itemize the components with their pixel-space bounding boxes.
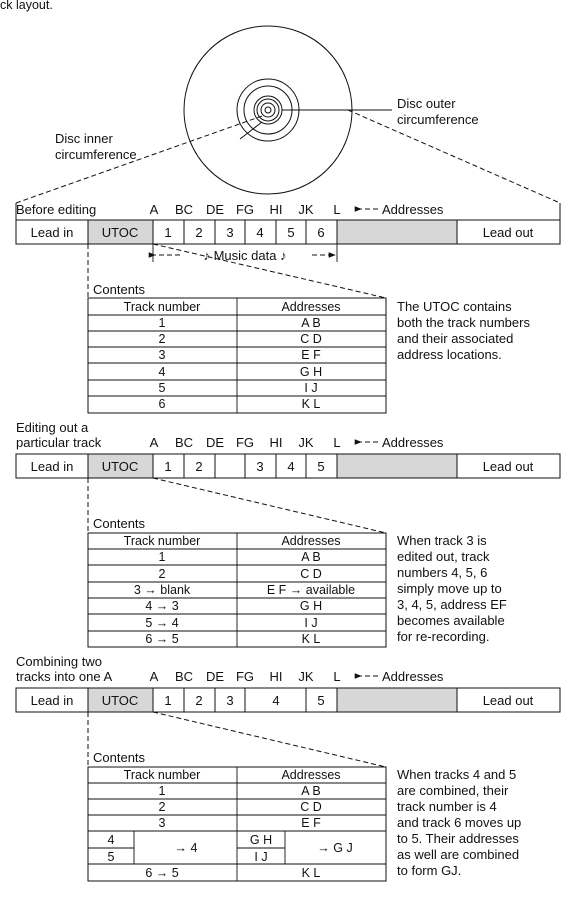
- address-cell: E F: [301, 816, 321, 830]
- note-line: edited out, track: [397, 549, 490, 564]
- address-cell: A B: [301, 550, 321, 564]
- address-cell: K L: [301, 866, 321, 880]
- address-letter: HI: [269, 202, 283, 217]
- track-label: 5: [317, 693, 325, 708]
- note-line: and track 6 moves up: [397, 815, 522, 830]
- combined-addr-b: I J: [254, 850, 268, 864]
- utoc-table: [88, 767, 386, 881]
- section-editing-out: [16, 420, 560, 647]
- note-line: The UTOC contains: [397, 299, 512, 314]
- lead-in-label: Lead in: [30, 693, 74, 708]
- track-label: 4: [256, 225, 264, 240]
- disc-strip: [16, 454, 560, 478]
- column-header: Addresses: [281, 534, 341, 548]
- section-title: Combining two: [16, 654, 102, 669]
- track-cell: 1: [158, 550, 166, 564]
- column-header: Track number: [123, 768, 201, 782]
- address-letter: FG: [235, 435, 255, 450]
- column-header: Track number: [123, 300, 201, 314]
- note-line: address locations.: [397, 347, 502, 362]
- address-cell: G H: [299, 365, 323, 379]
- track-cell: 3 → blank: [133, 583, 191, 597]
- note-line: as well are combined: [397, 847, 520, 862]
- section-title: tracks into one A: [16, 669, 113, 684]
- note-line: numbers 4, 5, 6: [397, 565, 488, 580]
- address-cell: C D: [300, 567, 322, 581]
- section-title: Editing out a: [16, 420, 89, 435]
- disc-outer-label-1: Disc outer: [397, 96, 456, 111]
- track-cell: 5 → 4: [145, 616, 179, 630]
- combined-addr-result: → G J: [317, 841, 353, 855]
- note-line: for re-recording.: [397, 629, 490, 644]
- music-note-icon: ♪: [280, 248, 287, 263]
- disc-inner-label-2: circumference: [55, 147, 137, 162]
- track-label: 5: [287, 225, 295, 240]
- track-cell: 2: [158, 332, 166, 346]
- note-line: track number is 4: [397, 799, 497, 814]
- disc-strip: [16, 688, 560, 712]
- music-note-icon: ♪: [203, 248, 210, 263]
- track-label: 2: [195, 693, 203, 708]
- track-cell: 6 → 5: [145, 866, 179, 880]
- address-cell: C D: [300, 332, 322, 346]
- table-leader-right: [153, 712, 386, 767]
- address-letter: DE: [205, 202, 225, 217]
- header-fragment: ck layout.: [0, 0, 53, 12]
- contents-label: Contents: [93, 750, 146, 765]
- contents-label: Contents: [93, 282, 146, 297]
- address-cell: K L: [301, 632, 321, 646]
- track-label: 3: [226, 225, 234, 240]
- track-label: 2: [195, 225, 203, 240]
- disc-hole: [265, 107, 271, 113]
- column-header: Track number: [123, 534, 201, 548]
- address-letter: HI: [269, 669, 283, 684]
- note-line: When tracks 4 and 5: [397, 767, 517, 782]
- disc: [184, 26, 392, 194]
- track-cell: 1: [158, 784, 166, 798]
- lead-in-label: Lead in: [30, 459, 74, 474]
- track-label: 2: [195, 459, 203, 474]
- lead-out-label: Lead out: [482, 459, 534, 474]
- note-line: both the track numbers: [397, 315, 530, 330]
- utoc-label: UTOC: [101, 693, 139, 708]
- address-row: [150, 202, 444, 217]
- track-label: 6: [317, 225, 325, 240]
- addresses-label: Addresses: [382, 202, 444, 217]
- address-letter: FG: [235, 669, 255, 684]
- combined-track-b: 5: [107, 850, 115, 864]
- address-letter: L: [333, 435, 341, 450]
- track-label: 1: [164, 693, 172, 708]
- address-letter: A: [149, 669, 159, 684]
- note-line: simply move up to: [397, 581, 502, 596]
- utoc-table: [88, 533, 386, 647]
- track-cell: 2: [158, 567, 166, 581]
- music-data-text: Music data: [213, 248, 277, 263]
- track-cell: 3: [158, 816, 166, 830]
- combined-addr-a: G H: [249, 833, 273, 847]
- section-note: [397, 767, 521, 878]
- track-label: 5: [317, 459, 325, 474]
- address-cell: K L: [301, 397, 321, 411]
- unused-area: [337, 688, 457, 712]
- projection-inner: [16, 116, 262, 203]
- lead-out-label: Lead out: [482, 225, 534, 240]
- track-cell: 5: [158, 381, 166, 395]
- music-data-span: [153, 244, 337, 263]
- column-header: Addresses: [281, 768, 341, 782]
- address-cell: C D: [300, 800, 322, 814]
- address-cell: E F: [301, 348, 321, 362]
- disc-inner-label-1: Disc inner: [55, 131, 113, 146]
- unused-area: [337, 454, 457, 478]
- track-cell: 6 → 5: [145, 632, 179, 646]
- address-cell: A B: [301, 784, 321, 798]
- disc-ring-3: [254, 96, 282, 124]
- section-combining: [16, 654, 560, 881]
- address-letter: JK: [298, 669, 314, 684]
- section-note: [397, 533, 507, 644]
- note-line: and their associated: [397, 331, 514, 346]
- address-cell: G H: [299, 599, 323, 613]
- utoc-table: [88, 298, 386, 413]
- address-letter: DE: [205, 669, 225, 684]
- address-letter: A: [149, 202, 159, 217]
- blank-cell: [215, 454, 245, 478]
- note-line: to 5. Their addresses: [397, 831, 519, 846]
- lead-out-label: Lead out: [482, 693, 534, 708]
- contents-label: Contents: [93, 516, 146, 531]
- disc-outer-label-2: circumference: [397, 112, 479, 127]
- utoc-label: UTOC: [101, 459, 139, 474]
- note-line: are combined, their: [397, 783, 509, 798]
- track-label: 4: [272, 693, 280, 708]
- utoc-label: UTOC: [101, 225, 139, 240]
- address-letter: JK: [298, 202, 314, 217]
- note-line: becomes available: [397, 613, 505, 628]
- address-cell: I J: [304, 616, 318, 630]
- address-row: [150, 669, 444, 684]
- track-cell: 2: [158, 800, 166, 814]
- address-letter: FG: [235, 202, 255, 217]
- note-line: 3, 4, 5, address EF: [397, 597, 507, 612]
- track-label: 4: [287, 459, 295, 474]
- lead-in-label: Lead in: [30, 225, 74, 240]
- music-data-label: [203, 248, 286, 263]
- combined-track-result: → 4: [174, 841, 198, 855]
- disc-ring-5: [261, 103, 275, 117]
- address-letter: L: [333, 669, 341, 684]
- address-letter: HI: [269, 435, 283, 450]
- disc-ring-4: [257, 99, 279, 121]
- track-cell: 1: [158, 316, 166, 330]
- address-letter: DE: [205, 435, 225, 450]
- track-label: 3: [256, 459, 264, 474]
- section-title: particular track: [16, 435, 102, 450]
- disc-strip: [16, 220, 560, 244]
- section-before-editing: [16, 202, 560, 413]
- track-cell: 6: [158, 397, 166, 411]
- address-row: [150, 435, 444, 450]
- note-line: When track 3 is: [397, 533, 487, 548]
- section-note: [397, 299, 530, 362]
- address-letter: BC: [174, 435, 194, 450]
- address-letter: BC: [174, 669, 194, 684]
- track-cell: 4 → 3: [145, 599, 179, 613]
- note-line: to form GJ.: [397, 863, 462, 878]
- track-label: 3: [226, 693, 234, 708]
- combined-track-a: 4: [107, 833, 115, 847]
- section-title: Before editing: [16, 202, 97, 217]
- track-label: 1: [164, 225, 172, 240]
- address-letter: JK: [298, 435, 314, 450]
- address-cell: E F → available: [266, 583, 356, 597]
- column-header: Addresses: [281, 300, 341, 314]
- track-cell: 4: [158, 365, 166, 379]
- track-label: 1: [164, 459, 172, 474]
- unused-area: [337, 220, 457, 244]
- table-leader-right: [153, 478, 386, 533]
- address-letter: A: [149, 435, 159, 450]
- address-letter: L: [333, 202, 341, 217]
- address-cell: I J: [304, 381, 318, 395]
- address-letter: BC: [174, 202, 194, 217]
- addresses-label: Addresses: [382, 435, 444, 450]
- track-cell: 3: [158, 348, 166, 362]
- addresses-label: Addresses: [382, 669, 444, 684]
- address-cell: A B: [301, 316, 321, 330]
